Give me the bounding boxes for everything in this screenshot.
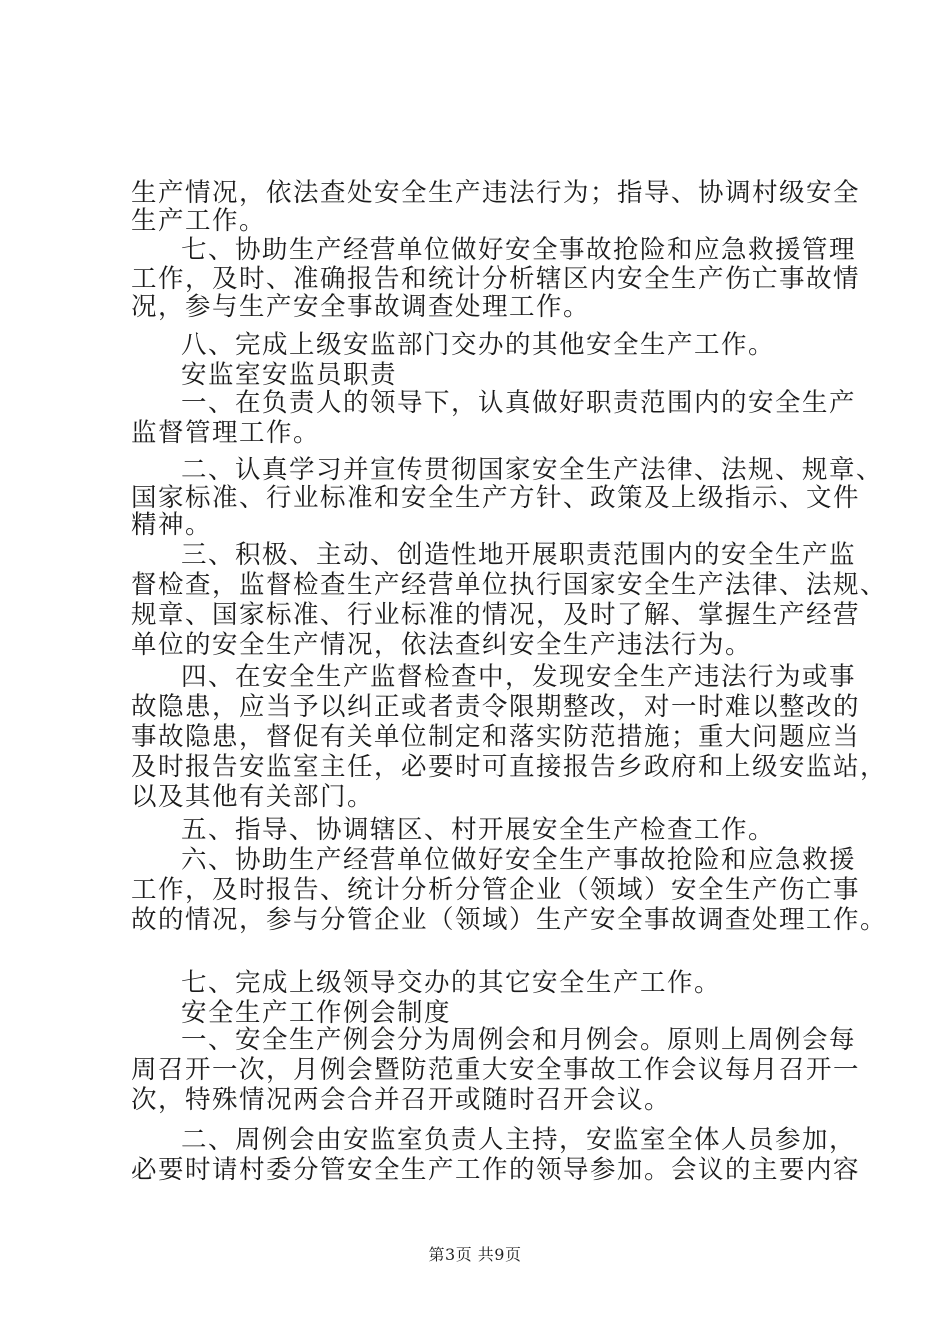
text-line: 必要时请村委分管安全生产工作的领导参加。会议的主要内容: [131, 1155, 861, 1185]
text-line: 八、完成上级安监部门交办的其他安全生产工作。: [181, 330, 776, 360]
text-line: 二、周例会由安监室负责人主持，安监室全体人员参加，: [181, 1125, 857, 1155]
section-heading: 安监室安监员职责: [181, 360, 398, 390]
text-line: 事故隐患，督促有关单位制定和落实防范措施；重大问题应当: [131, 722, 861, 752]
text-line: 国家标准、行业标准和安全生产方针、政策及上级指示、文件: [131, 483, 861, 513]
text-line: 次，特殊情况两会合并召开或随时召开会议。: [131, 1085, 672, 1115]
text-line: 故的情况，参与分管企业（领域）生产安全事故调查处理工作。: [131, 905, 888, 935]
text-line: 七、完成上级领导交办的其它安全生产工作。: [181, 968, 722, 998]
text-line: 单位的安全生产情况，依法查纠安全生产违法行为。: [131, 630, 753, 660]
page-number-footer: 第3页 共9页: [428, 1245, 522, 1264]
section-heading: 安全生产工作例会制度: [181, 998, 452, 1028]
text-line: 七、协助生产经营单位做好安全事故抢险和应急救援管理: [181, 235, 857, 265]
text-line: 及时报告安监室主任，必要时可直接报告乡政府和上级安监站，: [131, 752, 888, 782]
text-line: 周召开一次，月例会暨防范重大安全事故工作会议每月召开一: [131, 1055, 861, 1085]
text-line: 一、在负责人的领导下，认真做好职责范围内的安全生产: [181, 388, 857, 418]
text-line: 三、积极、主动、创造性地开展职责范围内的安全生产监: [181, 540, 857, 570]
text-line: 况，参与生产安全事故调查处理工作。: [131, 292, 591, 322]
text-line: 督检查，监督检查生产经营单位执行国家安全生产法律、法规、: [131, 570, 888, 600]
text-line: 规章、国家标准、行业标准的情况，及时了解、掌握生产经营: [131, 600, 861, 630]
text-line: 监督管理工作。: [131, 418, 321, 448]
text-line: 二、认真学习并宣传贯彻国家安全生产法律、法规、规章、: [181, 455, 884, 485]
text-line: 一、安全生产例会分为周例会和月例会。原则上周例会每: [181, 1025, 857, 1055]
text-line: 以及其他有关部门。: [131, 782, 375, 812]
text-line: 五、指导、协调辖区、村开展安全生产检查工作。: [181, 815, 776, 845]
text-line: 工作，及时报告、统计分析分管企业（领域）安全生产伤亡事: [131, 875, 861, 905]
text-line: 四、在安全生产监督检查中，发现安全生产违法行为或事: [181, 662, 857, 692]
text-line: 生产情况，依法查处安全生产违法行为；指导、协调村级安全: [131, 178, 861, 208]
text-line: 故隐患，应当予以纠正或者责令限期整改，对一时难以整改的: [131, 692, 861, 722]
text-line: 精神。: [131, 510, 213, 540]
text-line: 生产工作。: [131, 206, 267, 236]
text-line: 工作，及时、准确报告和统计分析辖区内安全生产伤亡事故情: [131, 264, 861, 294]
text-line: 六、协助生产经营单位做好安全生产事故抢险和应急救援: [181, 845, 857, 875]
